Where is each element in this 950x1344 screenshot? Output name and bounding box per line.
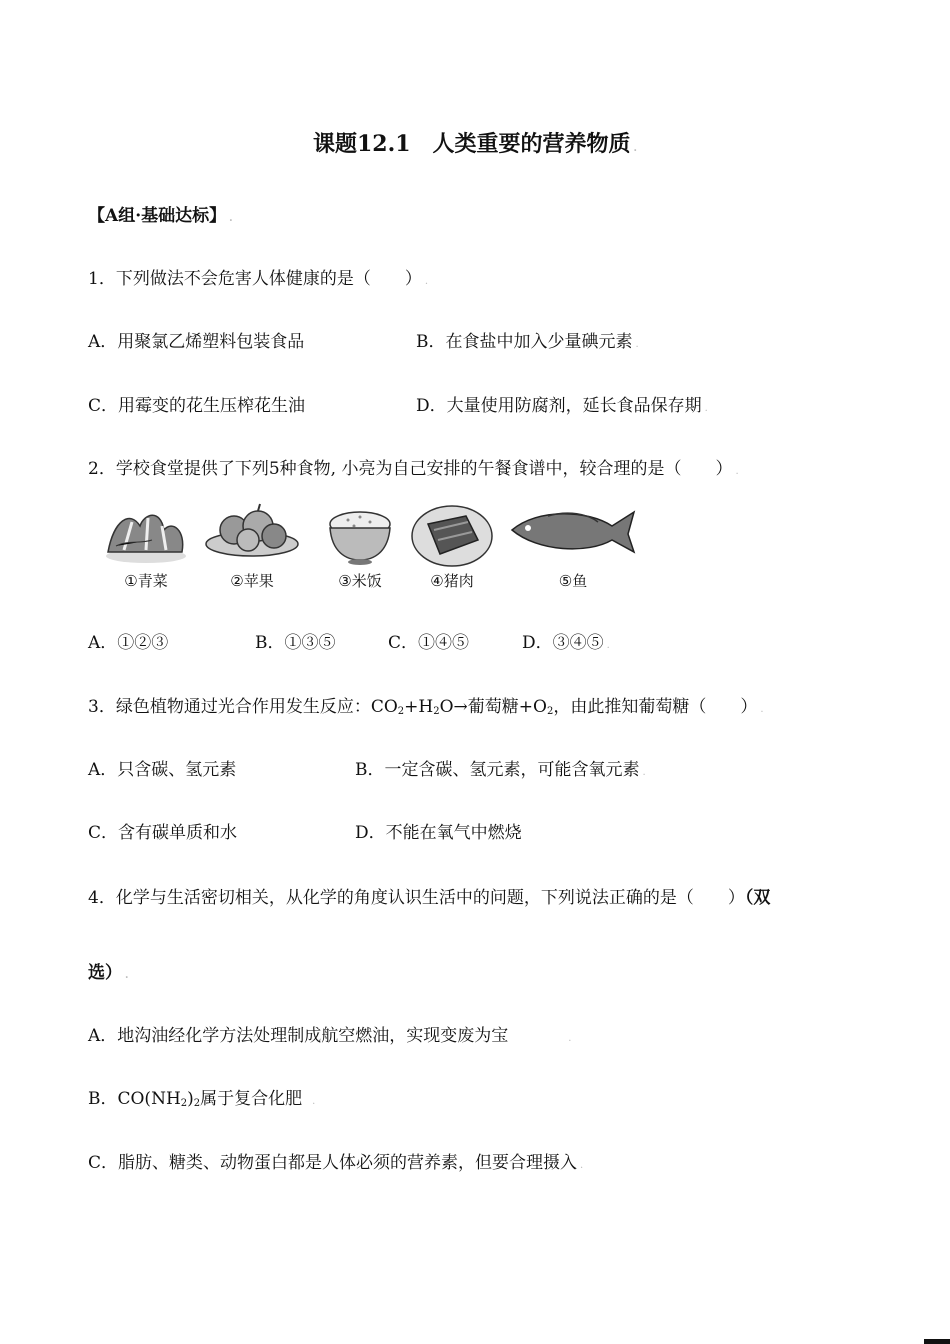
food-illustrations bbox=[100, 500, 645, 604]
q3-option-b: B．一定含碳、氢元素，可能含氧元素 . bbox=[355, 760, 646, 780]
fish-icon bbox=[508, 500, 638, 568]
q2-option-c: C．①④⑤ bbox=[388, 633, 470, 653]
q1-option-d: D．大量使用防腐剂，延长食品保存期 . bbox=[416, 396, 708, 416]
q3-stem: 3．绿色植物通过光合作用发生反应：$CO_2+H_2O\to$葡萄糖$+O_2$，由此推知葡萄糖（ ） . bbox=[88, 697, 764, 717]
apple-plate-icon bbox=[204, 500, 300, 568]
q2-stem: 2．学校食堂提供了下列5种食物, 小亮为自己安排的午餐食谱中，较合理的是（ ） . bbox=[88, 459, 739, 479]
food-vegetable bbox=[100, 500, 192, 591]
q1-option-c: C．用霉变的花生压榨花生油 bbox=[88, 396, 306, 416]
section-heading: 【A组·基础达标】 . bbox=[88, 206, 233, 226]
q4-stem-continued: 选） . bbox=[88, 963, 129, 983]
q4-stem: 4．化学与生活密切相关，从化学的角度认识生活中的问题，下列说法正确的是（ ）（双 bbox=[88, 888, 771, 908]
food-label: ⑤鱼 bbox=[558, 572, 588, 590]
q1-option-b: B．在食盐中加入少量碘元素 . bbox=[416, 332, 639, 352]
q1-stem: 1．下列做法不会危害人体健康的是（ ） . bbox=[88, 269, 429, 289]
food-apple bbox=[204, 500, 300, 591]
vegetable-icon bbox=[100, 500, 192, 568]
food-label: ④猪肉 bbox=[430, 572, 474, 590]
food-fish bbox=[508, 500, 638, 591]
food-pork bbox=[410, 500, 494, 591]
q3-option-a: A．只含碳、氢元素 bbox=[88, 760, 237, 780]
food-label: ①青菜 bbox=[124, 572, 168, 590]
q4-option-a: A．地沟油经化学方法处理制成航空燃油，实现变废为宝 . bbox=[88, 1026, 572, 1046]
q3-option-d: D．不能在氧气中燃烧 bbox=[355, 823, 522, 843]
q4-option-b: B．$CO(NH_2)_2$属于复合化肥 . bbox=[88, 1089, 316, 1109]
page-corner-mark bbox=[924, 1339, 950, 1344]
q2-option-a: A．①②③ bbox=[88, 633, 169, 653]
q1-option-a: A．用聚氯乙烯塑料包装食品 bbox=[88, 332, 305, 352]
q2-option-b: B．①③⑤ bbox=[255, 633, 336, 653]
rice-bowl-icon bbox=[324, 500, 396, 568]
q4-option-c: C．脂肪、糖类、动物蛋白都是人体必须的营养素，但要合理摄入 . bbox=[88, 1153, 584, 1173]
food-rice bbox=[324, 500, 396, 591]
q2-option-d: D．③④⑤ . bbox=[522, 633, 610, 653]
food-label: ②苹果 bbox=[230, 572, 274, 590]
food-label: ③米饭 bbox=[338, 572, 382, 590]
pork-plate-icon bbox=[410, 500, 494, 568]
q3-option-c: C．含有碳单质和水 bbox=[88, 823, 238, 843]
page-title: 课题12.1 人类重要的营养物质 . bbox=[312, 131, 638, 157]
